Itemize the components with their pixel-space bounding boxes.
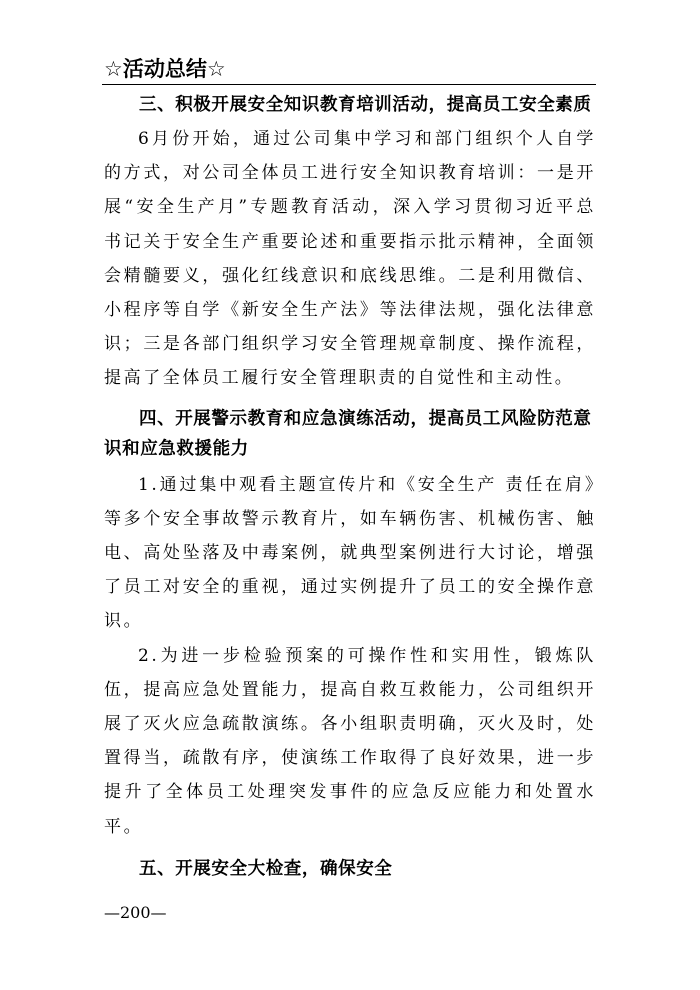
section-paragraph-4-1: 1.通过集中观看主题宣传片和《安全生产 责任在肩》等多个安全事故警示教育片，如车辆伤害、机械伤害、触电、高处坠落及中毒案例，就典型案例进行大讨论，增强了员工对安全的重视，通过实例提升了员工的安全操作意识。 bbox=[104, 474, 596, 632]
section-paragraph-3: 6月份开始，通过公司集中学习和部门组织个人自学的方式，对公司全体员工进行安全知识教育培训：一是开展“安全生产月”专题教育活动，深入学习贯彻习近平总书记关于安全生产重要论述和重要指示批示精神，全面领会精髓要义，强化红线意识和底线思维。二是利用微信、小程序等自学《新安全生产法》等法律法规，强化法律意识；三是各部门组织学习安全管理规章制度、操作流程，提高了全体员工履行安全管理职责的自觉性和主动性。 bbox=[104, 129, 596, 389]
page-header bbox=[102, 56, 596, 85]
header-title: ☆活动总结☆ bbox=[104, 57, 226, 81]
document-body bbox=[104, 88, 596, 884]
section-heading-3: 三、积极开展安全知识教育培训活动，提高员工安全素质 bbox=[139, 95, 592, 115]
section-heading-4: 四、开展警示教育和应急演练活动，提高员工风险防范意识和应急救援能力 bbox=[104, 408, 592, 459]
section-paragraph-4-2: 2.为进一步检验预案的可操作性和实用性，锻炼队伍，提高应急处置能力，提高自救互救能力，公司组织开展了灭火应急疏散演练。各小组职责明确，灭火及时，处置得当，疏散有序，使演练工作取得了良好效果，进一步提升了全体员工处理突发事件的应急反应能力和处置水平。 bbox=[104, 645, 596, 837]
section-heading-5: 五、开展安全大检查，确保安全 bbox=[139, 858, 393, 879]
page-number: —200— bbox=[104, 903, 167, 922]
